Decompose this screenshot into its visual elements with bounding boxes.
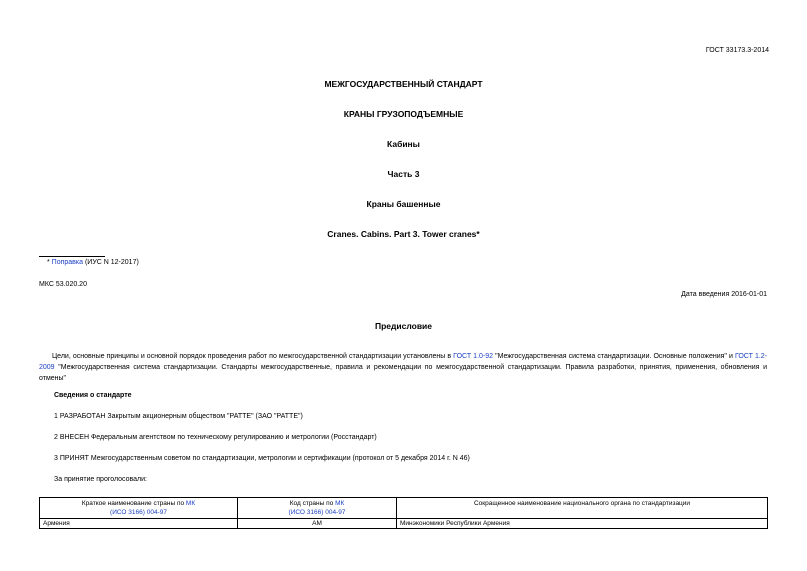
gost-1-0-92-link[interactable]: ГОСТ 1.0-92: [453, 353, 494, 360]
cell-country: Армения: [40, 519, 238, 529]
standard-kind: МЕЖГОСУДАРСТВЕННЫЙ СТАНДАРТ: [324, 79, 483, 89]
mk-link-country[interactable]: МК: [185, 500, 196, 507]
column-country-code-standard: (ИСО 3166) 004-97: [288, 509, 346, 516]
preface-heading: Предисловие: [374, 321, 433, 331]
footnote-mark: *: [47, 259, 52, 266]
footnote-text: (ИУС N 12-2017): [83, 259, 139, 266]
gost-1-2-2009-link[interactable]: ГОСТ 1.2-2009: [39, 353, 768, 371]
english-title-text: Cranes. Cabins. Part 3. Tower cranes: [327, 229, 477, 239]
footnote: [47, 259, 139, 266]
classification-code: МКС 53.020.20: [39, 281, 87, 288]
part-title: Краны башенные: [366, 199, 441, 209]
document-part: Часть 3: [387, 169, 420, 179]
table-header-row: [40, 498, 768, 519]
document-title: КРАНЫ ГРУЗОПОДЪЕМНЫЕ: [343, 109, 464, 119]
column-country-code: [238, 498, 397, 519]
preface-text-3: "Межгосударственная система стандартизации. Стандарты межгосударственные, правила и рекомендации по межгосударственной стандартизации. Правила разработки, принятия, применения, обновления и отмены": [39, 364, 767, 382]
amendment-link[interactable]: Поправка: [51, 259, 84, 266]
column-country-name-text: Краткое наименование страны по: [81, 500, 186, 507]
info-item-2: 2 ВНЕСЕН Федеральным агентством по техническому регулированию и метрологии (Росстандарт): [54, 434, 377, 441]
mk-link-code[interactable]: МК: [335, 500, 345, 507]
column-national-body-text: Сокращенное наименование национального органа по стандартизации: [473, 500, 691, 507]
info-item-3: 3 ПРИНЯТ Межгосударственным советом по стандартизации, метрологии и сертификации (протокол от 5 декабря 2014 г. N 46): [54, 455, 470, 462]
english-title-footnote-mark: *: [476, 229, 480, 239]
preface-paragraph: [39, 351, 767, 384]
document-code: ГОСТ 33173.3-2014: [705, 47, 769, 54]
footnote-divider: [39, 256, 105, 257]
column-country-code-text: Код страны по: [289, 500, 336, 507]
introduction-date: Дата введения 2016-01-01: [681, 291, 767, 298]
cell-national-body: Минэкономики Республики Армения: [397, 519, 768, 529]
english-title: [0, 229, 807, 239]
document-subtitle: Кабины: [387, 139, 420, 149]
preface-text-1: Цели, основные принципы и основной порядок проведения работ по межгосударственной стандартизации установлены в: [52, 353, 454, 360]
column-country-name-standard: (ИСО 3166) 004-97: [110, 509, 167, 516]
table-row: [40, 519, 768, 529]
column-national-body: [397, 498, 768, 519]
cell-code: AM: [238, 519, 397, 529]
info-item-1: 1 РАЗРАБОТАН Закрытым акционерным обществом "РАТТЕ" (ЗАО "РАТТЕ"): [54, 413, 303, 420]
countries-table: [39, 497, 768, 529]
voted-label: За принятие проголосовали:: [54, 476, 147, 483]
standard-info-heading: Сведения о стандарте: [54, 392, 132, 399]
column-country-name: [40, 498, 238, 519]
preface-text-2: "Межгосударственная система стандартизации. Основные положения" и: [493, 353, 735, 360]
